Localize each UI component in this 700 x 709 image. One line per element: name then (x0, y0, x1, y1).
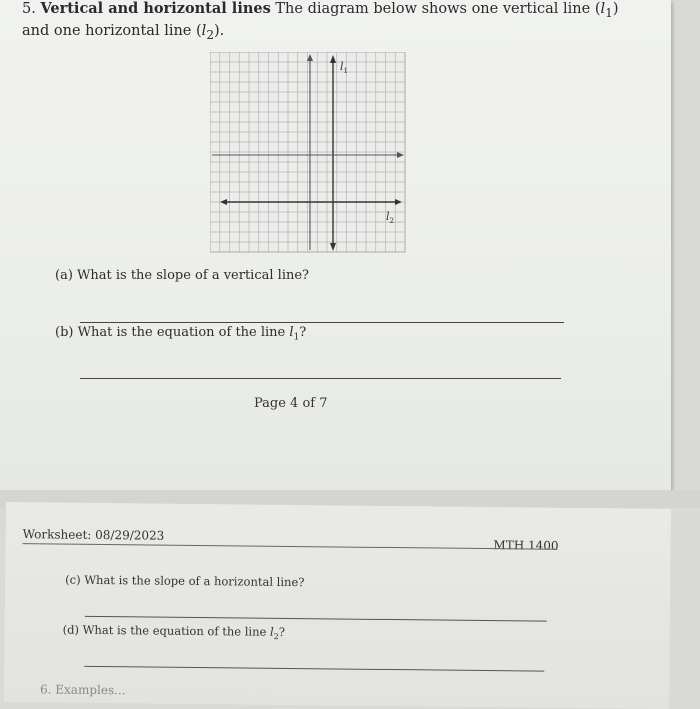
question-b-sub: 1 (293, 332, 300, 343)
question-d-mark: ? (278, 624, 286, 639)
question-b-mark: ? (299, 325, 307, 340)
problem-5 (22, 0, 622, 44)
header-rule (23, 543, 558, 550)
l2-symbol: l (201, 22, 207, 39)
question-d-sub: 2 (273, 632, 279, 642)
page-number: Page 4 of 7 (254, 396, 328, 411)
l1-symbol: l (600, 1, 606, 17)
question-b-var: l (289, 325, 294, 340)
l2-subscript: 2 (206, 27, 214, 42)
answer-line-b[interactable] (80, 378, 561, 379)
problem-text-a: The diagram below shows one vertical line ( (275, 1, 601, 17)
l1-subscript: 1 (605, 5, 613, 20)
worksheet-page-5 (4, 502, 671, 709)
next-problem-cutoff: 6. Examples... (39, 682, 126, 698)
problem-number: 5. (22, 1, 36, 17)
label-l2: $l_2$ (386, 210, 394, 225)
problem-text-b: ) and one horizontal line ( (22, 1, 619, 39)
question-b (55, 325, 306, 343)
problem-text-c: ). (214, 22, 225, 39)
question-d-var: l (269, 624, 274, 639)
grid-svg (210, 52, 410, 256)
answer-line-c[interactable] (85, 616, 547, 622)
answer-line-a[interactable] (80, 322, 564, 323)
header-right: MTH 1400 (493, 538, 559, 553)
question-d-text: (d) What is the equation of the line (62, 622, 271, 639)
question-a: (a) What is the slope of a vertical line? (55, 268, 310, 283)
header-left: Worksheet: 08/29/2023 (22, 527, 165, 543)
question-d (63, 623, 285, 642)
problem-title: Vertical and horizontal lines (40, 0, 271, 17)
label-l1: $l_1$ (340, 60, 348, 75)
question-b-text: (b) What is the equation of the line (55, 325, 290, 340)
question-c: (c) What is the slope of a horizontal line? (65, 572, 305, 590)
lines-diagram (210, 52, 410, 260)
answer-line-d[interactable] (84, 666, 544, 672)
